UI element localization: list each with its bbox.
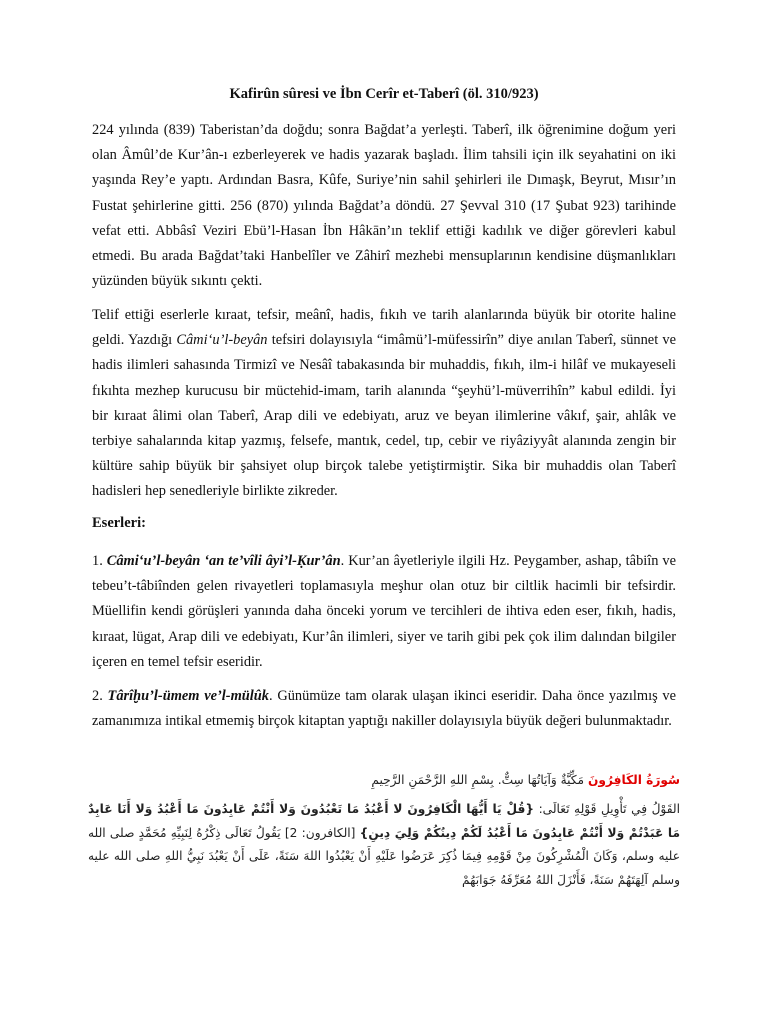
works-heading: Eserleri: [92,515,146,531]
paragraph-text: tefsiri dolayısıyla “imâmü’l-müfessirîn” diye anılan Taberî, sünnet ve hadis ilimleri sahasında Tirmizî ve Nesâî tabakasında bir muhaddis, fıkıh, ilm-i hilâf ve mukayeseli fıkıhta mezhep kurucusu bir müctehid-imam, tarih alanında “şeyhü’l-müverrihîn” kabul edildi. İyi bir kıraat âlimi olan Taberî, Arap dili ve edebiyatı, aruz ve beyan ilimlerine vâkıf, şair, ahlâk ve terbiye sahalarında kitap yazmış, felsefe, mantık, cedel, tıp, cebir ve riyâziyyât alanında zengin bir kültüre sahip büyük bir şahsiyet olup birçok talebe yetiştirmiştir. Sika bir muhaddis olan Taberî hadisleri hep senedleriyle birlikte zikreder. [92,332,676,500]
work-title: Câmi‘u’l-beyân ‘an te’vîli âyi’l-Ḳur’ân [106,553,341,569]
paragraph-text: Telif ettiği eserlerle kıraat, tefsir, meânî, hadis, fıkıh ve tarih alanlarında büyük bir otorite haline geldi. Yazdığı [92,307,676,349]
sura-info: مَكِّيَّةٌ وَآيَاتُهَا سِتٌّ. بِسْمِ اللهِ الرَّحْمَنِ الرَّحِيمِ [371,773,588,787]
scholarship-paragraph [92,303,676,505]
work-item-2 [92,684,676,734]
tafsir-commentary: [الكافرون: 2] يَقُولُ تَعَالَى ذِكْرُهُ لِنَبِيِّهِ مُحَمَّدٍ صلى الله عليه وسلم، وَكَانَ الْمُشْرِكُونَ مِنْ قَوْمِهِ فِيمَا ذُكِرَ عَرَضُوا عَلَيْهِ أَنْ يَعْبُدُوا اللهَ سَنَةً، عَلَى أَنْ يَعْبُدَ نَبِيُّ اللهِ صلى الله عليه وسلم آلِهَتَهُمْ سَنَةً، فَأَنْزَلَ اللهُ مُعَرِّفَهُ جَوَابَهُمْ [88,825,680,887]
page-title: Kafirûn sûresi ve İbn Cerîr et-Taberî (öl. 310/923) [229,86,539,102]
work-description: . Günümüze tam olarak ulaşan ikinci eseridir. Daha önce yazılmış ve zamanımıza intikal etmemiş birçok kitaptan yaptığı nakiller dolayısıyla büyük değeri bulunmaktadır. [92,688,676,730]
work-number: 1. [92,553,107,569]
work-item-1 [92,549,676,675]
work-number: 2. [92,688,108,704]
tafsir-intro: القَوْلُ فِي تَأْوِيلِ قَوْلِهِ تَعَالَى: [534,802,680,816]
quran-verse: {قُلْ يَا أَيُّهَا الْكَافِرُونَ لا أَعْبُدُ مَا تَعْبُدُونَ وَلا أَنْتُمْ عَابِدُونَ مَا أَعْبُدُ وَلا أَنَا عَابِدٌ مَا عَبَدْتُمْ وَلا أَنْتُمْ عَابِدُونَ مَا أَعْبُدُ لَكُمْ دِينُكُمْ وَلِيَ دِينِ} [88,802,680,840]
work-description: . Kur’an âyetleriyle ilgili Hz. Peygamber, ashap, tâbiîn ve tebeu’t-tâbiînden gelen rivayetleri toplamasıyla meşhur olan otuz bir ciltlik hacimli bir tefsirdir. Müellifin kendi görüşleri yanında daha önceki yorum ve tercihleri de ihtiva eden eser, fıkıh, hadis, kıraat, lügat, Arap dili ve edebiyatı, Kur’ân ilimleri, siyer ve tarih gibi pek çok ilim dalından bilgiler içeren en temel tefsir eseridir. [92,553,676,670]
arabic-sura-header [88,770,680,790]
work-title: Târîḫu’l-ümem ve’l-mülûk [107,688,269,704]
biography-paragraph: 224 yılında (839) Taberistan’da doğdu; sonra Bağdat’a yerleşti. Taberî, ilk öğrenimine doğum yeri olan Âmûl’de Kur’ân-ı ezberleyerek ve hadis yazarak başladı. İlim tahsili için ilk seyahatini on iki yaşında Rey’e yaptı. Ardından Basra, Kûfe, Suriye’nin sahil şehirleri ile Dımaşk, Beyrut, Mısır’ın Fustat şehirlerine gitti. 256 (870) yılında Bağdat’a döndü. 27 Şevval 310 (17 Şubat 923) tarihinde vefat etti. Abbâsî Veziri Ebü’l-Hasan İbn Hâkān’ın teklif ettiği kadılık ve diğer görevleri kabul etmedi. Bu arada Bağdat’taki Hanbelîler ve Zâhirî mezhebi mensuplarının kendisine düşmanlıkları yüzünden büyük sıkıntı çekti. [92,122,676,290]
sura-name: سُورَةُ الكَافِرُونَ [587,773,680,787]
arabic-tafsir-text [88,798,680,892]
tafsir-title-italic: Câmi‘u’l-beyân [176,332,268,349]
